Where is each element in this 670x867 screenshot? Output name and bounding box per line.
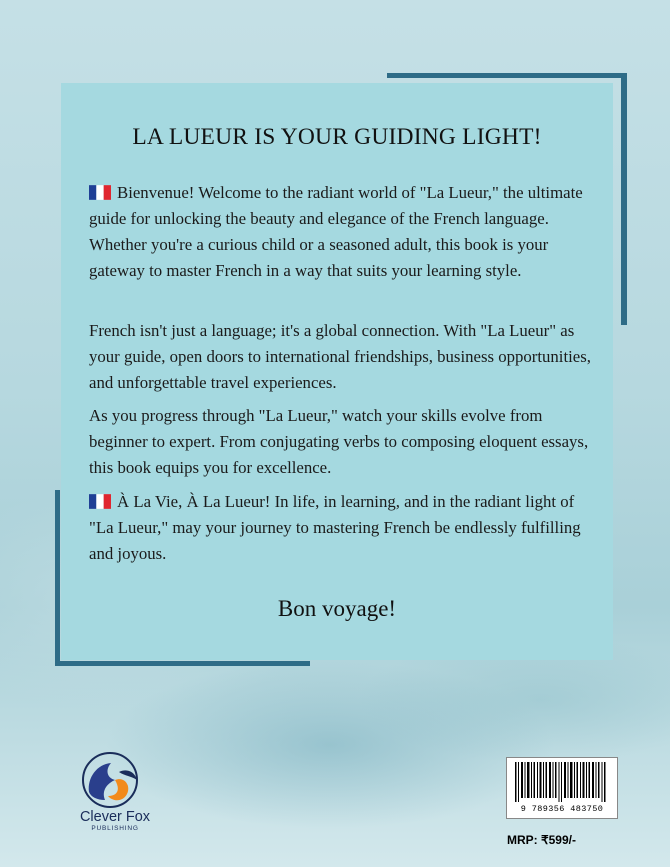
paragraph-farewell-text: À La Vie, À La Lueur! In life, in learning, and in the radiant light of "La Lueur," may your journey to mastering French be endlessly fulfilling and joyous. — [89, 492, 581, 563]
closing-line: Bon voyage! — [277, 596, 397, 621]
price-label: MRP: ₹599/- — [507, 833, 576, 847]
publisher-name: Clever Fox — [79, 809, 151, 825]
paragraph-intro-text: Bienvenue! Welcome to the radiant world of "La Lueur," the ultimate guide for unlocking the beauty and elegance of the French language. Whether you're a curious child or a seasoned adult, this book is your gateway to master French in a way that suits your learning style. — [89, 183, 583, 280]
french-flag-icon — [89, 494, 111, 509]
publisher-subtitle: PUBLISHING — [91, 825, 139, 832]
frame-line-right — [621, 73, 627, 325]
paragraph-connection: French isn't just a language; it's a global connection. With "La Lueur" as your guide, open doors to international friendships, business opportunities, and unforgettable travel experiences. — [89, 321, 591, 392]
frame-line-left — [55, 490, 60, 666]
frame-line-bottom — [55, 661, 310, 666]
page-title: LA LUEUR IS YOUR GUIDING LIGHT! — [132, 124, 542, 150]
barcode-bars — [507, 758, 617, 804]
isbn-number: 9 789356 483750 — [520, 804, 604, 814]
paragraph-farewell — [89, 489, 599, 567]
french-flag-icon — [89, 185, 111, 200]
paragraph-progress: As you progress through "La Lueur," watch your skills evolve from beginner to expert. From conjugating verbs to composing eloquent essays, this book equips you for excellence. — [89, 406, 589, 477]
paragraph-intro — [89, 180, 599, 284]
frame-line-top — [387, 73, 627, 78]
